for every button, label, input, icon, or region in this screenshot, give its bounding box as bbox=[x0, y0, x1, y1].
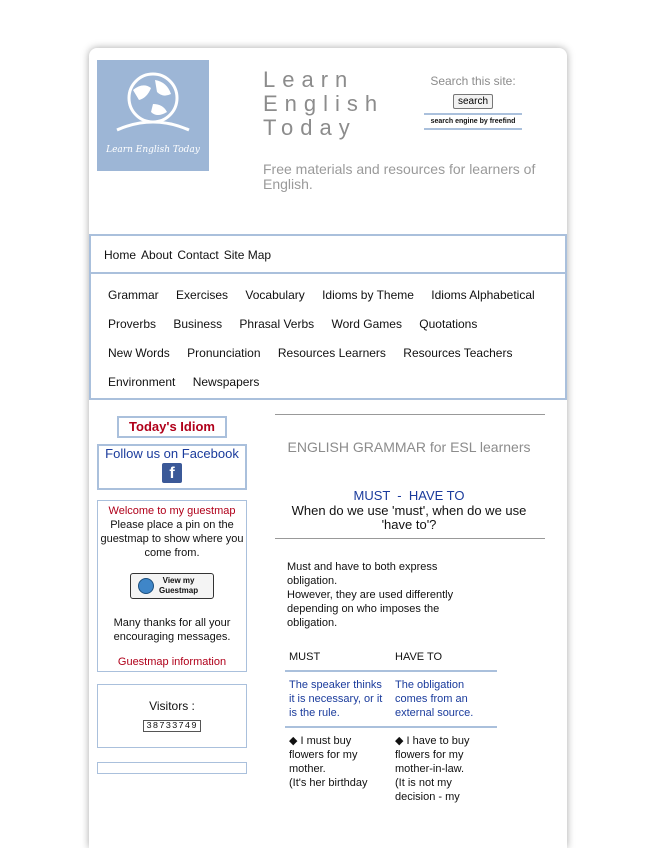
logo-text: Learn English Today bbox=[106, 145, 200, 155]
nav-link-idioms-by-theme[interactable]: Idioms by Theme bbox=[322, 288, 414, 302]
category-row bbox=[108, 375, 273, 389]
nav-link-phrasal-verbs[interactable]: Phrasal Verbs bbox=[239, 317, 315, 331]
nav-link-idioms-alphabetical[interactable]: Idioms Alphabetical bbox=[431, 288, 535, 302]
brand-line: Today bbox=[263, 115, 357, 140]
category-row bbox=[108, 288, 549, 302]
nav-link-pronunciation[interactable]: Pronunciation bbox=[187, 346, 261, 360]
nav-link-contact[interactable]: Contact bbox=[177, 248, 219, 262]
nav-link-business[interactable]: Business bbox=[173, 317, 223, 331]
nav-link-grammar[interactable]: Grammar bbox=[108, 288, 159, 302]
page-container bbox=[89, 48, 567, 848]
table-cell: ◆ I have to buy flowers for my mother-in-law. (It is not my decision - my bbox=[395, 735, 470, 803]
nav-link-proverbs[interactable]: Proverbs bbox=[108, 317, 157, 331]
must-have-to-table bbox=[285, 646, 497, 810]
nav-link-vocabulary[interactable]: Vocabulary bbox=[245, 288, 305, 302]
visitor-counter-box bbox=[97, 684, 247, 748]
guestmap-info-link[interactable]: Guestmap information bbox=[117, 656, 227, 668]
table-cell: The obligation comes from an external source. bbox=[391, 671, 497, 727]
search-input-line[interactable] bbox=[424, 113, 522, 115]
nav-link-home[interactable]: Home bbox=[104, 248, 137, 262]
nav-link-about[interactable]: About bbox=[141, 248, 173, 262]
category-row bbox=[108, 317, 491, 331]
search-divider bbox=[424, 128, 522, 130]
guestmap-thanks: Many thanks for all your encouraging messages. bbox=[113, 617, 231, 643]
category-nav bbox=[89, 272, 567, 400]
todays-idiom-link[interactable]: Today's Idiom bbox=[117, 416, 227, 438]
table-cell: ◆ I must buy flowers for my mother. (It's her birthday bbox=[289, 735, 368, 789]
site-tagline: Free materials and resources for learners of English. bbox=[263, 161, 536, 192]
visitors-label: Visitors : bbox=[149, 699, 195, 713]
view-guestmap-line: Guestmap bbox=[159, 586, 199, 595]
guestmap-welcome: Welcome to my guestmap bbox=[108, 505, 236, 517]
brand-line: English bbox=[263, 91, 385, 116]
site-search bbox=[411, 74, 535, 130]
category-row bbox=[108, 346, 526, 360]
nav-link-environment[interactable]: Environment bbox=[108, 375, 176, 389]
nav-link-word-games[interactable]: Word Games bbox=[331, 317, 402, 331]
nav-link-resources-learners[interactable]: Resources Learners bbox=[277, 346, 386, 360]
nav-link-new-words[interactable]: New Words bbox=[108, 346, 170, 360]
intro-line: Must and have to both express obligation. bbox=[287, 561, 438, 587]
guestmap-instructions: Please place a pin on the guestmap to show where you come from. bbox=[100, 519, 244, 559]
visitor-count: 38733749 bbox=[143, 720, 200, 732]
brand-line: Learn bbox=[263, 67, 355, 92]
view-guestmap-button[interactable] bbox=[130, 573, 214, 599]
view-guestmap-label bbox=[159, 576, 198, 596]
table-header: HAVE TO bbox=[391, 646, 497, 671]
search-credit-link[interactable]: search engine by freefind bbox=[430, 118, 516, 125]
lesson-intro bbox=[287, 560, 487, 630]
nav-link-quotations[interactable]: Quotations bbox=[419, 317, 478, 331]
search-label: Search this site: bbox=[430, 74, 516, 88]
content-divider bbox=[275, 538, 545, 539]
lesson-heading: MUST - HAVE TO bbox=[353, 488, 465, 503]
top-nav bbox=[89, 234, 567, 274]
globe-icon bbox=[97, 60, 209, 150]
intro-line: However, they are used differently depending on who imposes the obligation. bbox=[287, 589, 454, 629]
guestmap-box bbox=[97, 500, 247, 672]
facebook-follow-label: Follow us on Facebook bbox=[105, 446, 239, 461]
nav-link-resources-teachers[interactable]: Resources Teachers bbox=[403, 346, 513, 360]
nav-link-site-map[interactable]: Site Map bbox=[223, 248, 272, 262]
table-header: MUST bbox=[285, 646, 391, 671]
nav-link-exercises[interactable]: Exercises bbox=[176, 288, 229, 302]
facebook-follow-box[interactable] bbox=[97, 444, 247, 490]
brand-title bbox=[263, 68, 384, 140]
lesson-question: When do we use 'must', when do we use 'have to'? bbox=[291, 503, 527, 532]
table-cell: The speaker thinks it is necessary, or it is the rule. bbox=[285, 671, 391, 727]
facebook-icon[interactable]: f bbox=[162, 463, 182, 483]
content-divider bbox=[275, 414, 545, 415]
view-guestmap-line: View my bbox=[162, 576, 195, 585]
section-title: ENGLISH GRAMMAR for ESL learners bbox=[287, 439, 531, 455]
globe-icon bbox=[138, 578, 154, 594]
nav-link-newspapers[interactable]: Newspapers bbox=[192, 375, 260, 389]
site-logo[interactable] bbox=[97, 60, 209, 171]
empty-sidebar-box bbox=[97, 762, 247, 774]
search-button[interactable]: search bbox=[453, 94, 493, 109]
